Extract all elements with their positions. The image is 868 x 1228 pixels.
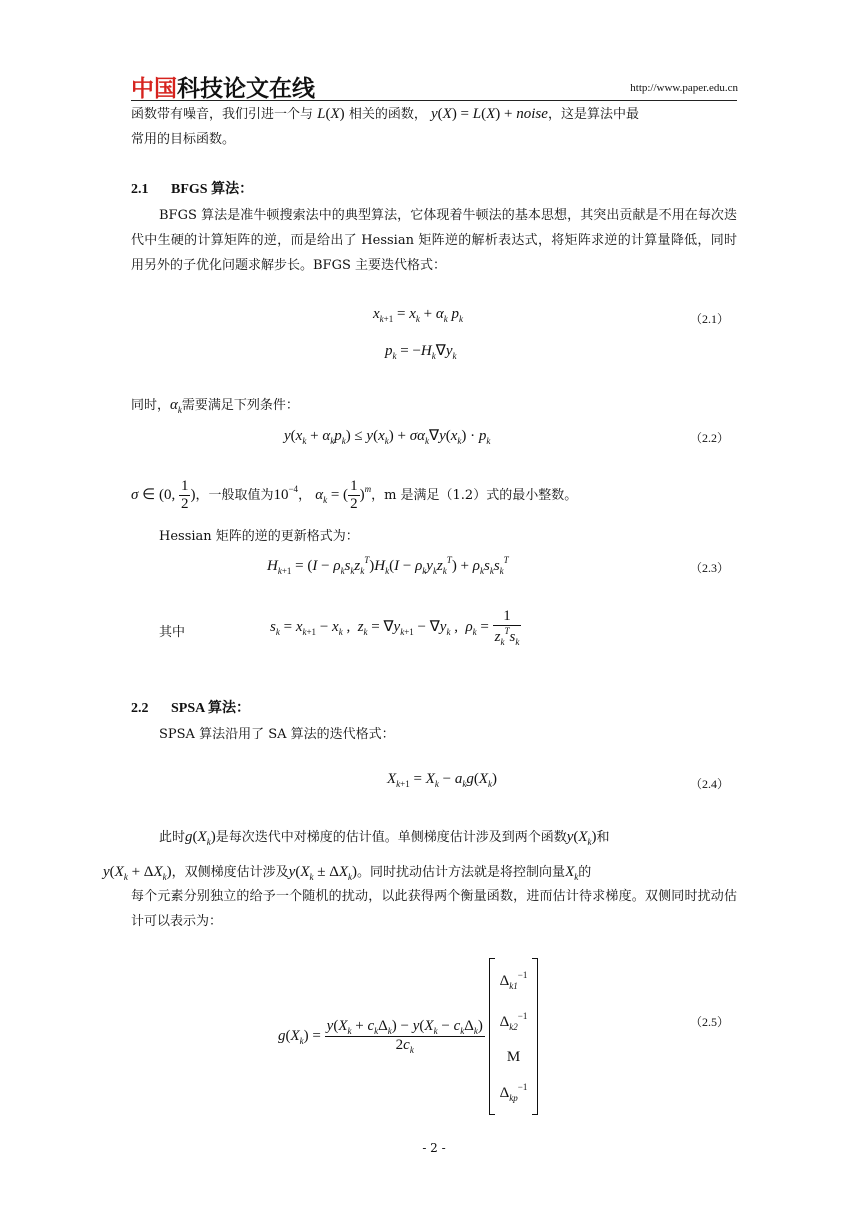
equation-2-1a: $x_{k+1} = x_k + \alpha_k$ $p_k$ [373, 306, 463, 324]
sigma-line: σ ∈ (0, $\frac{1}{2}$ )，一般取值为$10^{-4}$， $\alpha_k$ = ( $\frac{1}{2}$ )$^m$，m 是满足（1.2）式的最小整数。 [131, 478, 578, 512]
equation-2-3: $H_{k+1} = (I - \rho_ks_kz_k^T)H_k(I - \rho_ky_kz_k^T) + \rho_ks_ks_k^T$ [267, 555, 509, 576]
where-label: 其中 [159, 625, 186, 640]
equation-2-4: $X_{k+1} = X_k - a_kg(X_k)$ [387, 771, 498, 789]
spsa-paragraph-cont: 每个元素分别独立的给予一个随机的扰动，以此获得两个衡量函数，进而估计待求梯度。双侧同时扰动估计可以表示为： [131, 889, 737, 929]
spsa-intro: SPSA 算法沿用了 SA 算法的迭代格式： [159, 727, 395, 742]
hessian-line: Hessian 矩阵的逆的更新格式为： [159, 529, 359, 544]
intro-paragraph: 函数带有噪音，我们引进一个与 L(X) 相关的函数， y(X) = L(X) + noise，这是算法中最 常用的目标函数。 [131, 106, 639, 147]
condition-line: 同时，$\alpha_k$需要满足下列条件： [131, 397, 299, 415]
bfgs-paragraph: BFGS 算法是准牛顿搜索法中的典型算法，它体现着牛顿法的基本思想，其突出贡献是不用在每次迭代中生硬的计算矩阵的逆，而是给出了 Hessian 矩阵逆的解析表达式，将矩阵求逆的计算量降低，同时用另外的子优化问题求解步长。BFGS 主要迭代格式： [131, 208, 737, 273]
spsa-paragraph: 此时$g(X_k)$是每次迭代中对梯度的估计值。单侧梯度估计涉及到两个函数$y(X_k)$和 $y(X_k + \Delta X_k)$，双侧梯度估计涉及$y(X_k \pm \Delta X_k)$。同时扰动估计方法就是将控制向量$X_k$的 [103, 829, 610, 882]
equation-number-2-3: （2.3） [690, 561, 730, 575]
section-heading-2-1: 2.1 BFGS 算法： [131, 182, 254, 197]
journal-logo: 中国科技论文在线 [131, 76, 315, 102]
header-url: http://www.paper.edu.cn [630, 82, 738, 94]
page-number: - 2 - [422, 1141, 446, 1155]
equation-2-5: $g(X_k)$ = $\frac{y(X_k + c_k\Delta_k) - y(X_k - c_k\Delta_k)}{2c_k}$ $\Delta_{k1}^{-1}$ $\Delta_{k2}^{-1}$ M $\Delta_{kp}^{-1}$ [278, 958, 538, 1115]
section-heading-2-2: 2.2 SPSA 算法： [131, 701, 250, 716]
equation-2-2: $y(x_k + \alpha_kp_k) \le y(x_k) + \sigma\alpha_k\nabla y(x_k) \cdot p_k$ [284, 428, 491, 446]
header-rule [131, 100, 737, 101]
equation-number-2-2: （2.2） [690, 431, 730, 445]
equation-number-2-4: （2.4） [690, 777, 730, 791]
equation-2-1b: $p_k = -H_k\nabla y_k$ [385, 343, 457, 361]
where-definitions: $s_k = x_{k+1} - x_k$ , $z_k = \nabla y_{k+1} - \nabla y_k$ , $\rho_k$ = $\frac{1}{z_k^Ts_k}$ [270, 608, 520, 647]
equation-number-2-5: （2.5） [690, 1015, 730, 1029]
equation-number-2-1: （2.1） [690, 312, 730, 326]
